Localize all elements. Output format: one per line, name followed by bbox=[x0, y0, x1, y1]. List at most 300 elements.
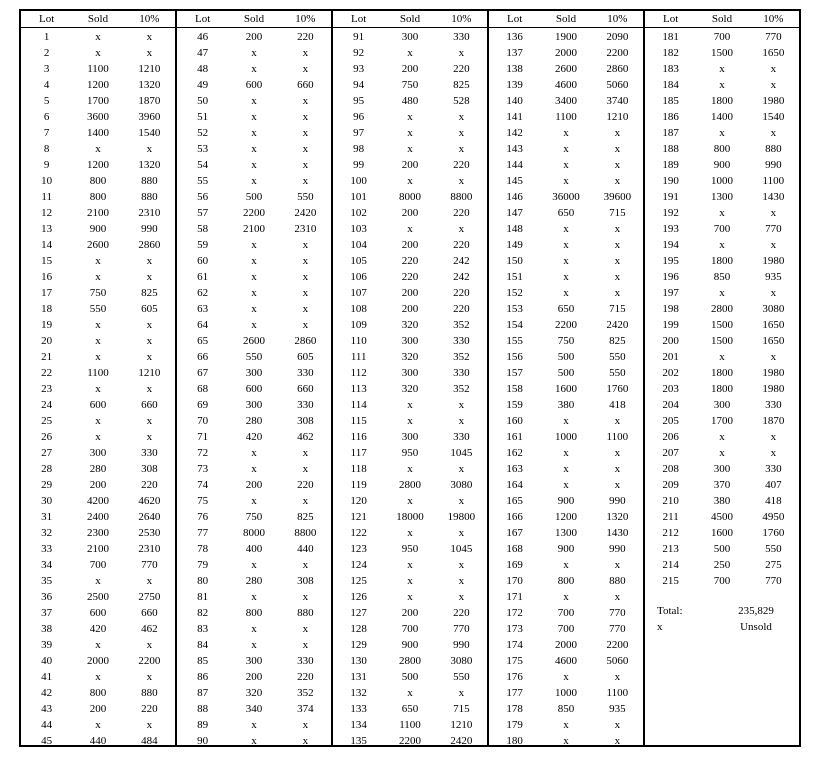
table-row bbox=[21, 237, 175, 253]
sold-value: x bbox=[407, 575, 413, 587]
lot-number: 126 bbox=[350, 591, 367, 603]
lot-number: 181 bbox=[662, 31, 679, 43]
ten-percent-value: x bbox=[146, 415, 153, 427]
sold-value: x bbox=[563, 447, 569, 459]
table-row bbox=[489, 317, 643, 333]
table-row bbox=[177, 253, 331, 269]
ten-percent-value: 1540 bbox=[762, 111, 785, 123]
ten-percent-value: 550 bbox=[609, 367, 626, 379]
ten-percent-header: 10% bbox=[607, 13, 628, 25]
lot-number: 5 bbox=[43, 95, 50, 107]
ten-percent-value: x bbox=[302, 735, 309, 747]
ten-percent-value: x bbox=[458, 415, 465, 427]
lot-number: 206 bbox=[662, 431, 679, 443]
ten-percent-value: 418 bbox=[609, 399, 626, 411]
lot-number: 60 bbox=[197, 255, 209, 267]
sold-value: 2200 bbox=[554, 319, 577, 331]
ten-percent-value: x bbox=[302, 111, 309, 123]
sold-value: x bbox=[563, 175, 569, 187]
table-row bbox=[489, 253, 643, 269]
ten-percent-value: x bbox=[614, 287, 621, 299]
lot-number: 6 bbox=[43, 111, 50, 123]
lot-number: 122 bbox=[350, 527, 367, 539]
sold-value: 300 bbox=[401, 31, 419, 43]
table-row bbox=[489, 557, 643, 573]
sold-value: x bbox=[251, 47, 257, 59]
lot-number: 76 bbox=[197, 511, 209, 523]
lot-number: 100 bbox=[350, 175, 367, 187]
sold-value: x bbox=[251, 175, 257, 187]
sold-value: 800 bbox=[89, 191, 107, 203]
sold-value: 1000 bbox=[554, 687, 577, 699]
table-row bbox=[333, 589, 487, 605]
table-row bbox=[645, 525, 799, 541]
table-row bbox=[645, 429, 799, 445]
lot-number: 127 bbox=[350, 607, 367, 619]
ten-percent-value: x bbox=[458, 399, 465, 411]
lot-number: 172 bbox=[506, 607, 523, 619]
sold-value: x bbox=[719, 79, 725, 91]
table-row bbox=[21, 493, 175, 509]
sold-value: x bbox=[407, 399, 413, 411]
ten-percent-value: 462 bbox=[297, 431, 314, 443]
table-row bbox=[333, 445, 487, 461]
sold-value: 2600 bbox=[554, 63, 577, 75]
table-row bbox=[21, 605, 175, 621]
ten-percent-value: 660 bbox=[141, 607, 158, 619]
ten-percent-value: 1760 bbox=[762, 527, 785, 539]
ten-percent-value: x bbox=[614, 223, 621, 235]
table-row bbox=[333, 189, 487, 205]
ten-percent-value: 990 bbox=[141, 223, 158, 235]
lot-number: 128 bbox=[350, 623, 367, 635]
ten-percent-value: x bbox=[146, 719, 153, 731]
sold-value: x bbox=[719, 431, 725, 443]
lot-number: 171 bbox=[506, 591, 523, 603]
sold-value: 4600 bbox=[554, 79, 577, 91]
lot-number: 25 bbox=[41, 415, 53, 427]
table-row bbox=[333, 509, 487, 525]
lot-number: 43 bbox=[41, 703, 53, 715]
sold-value: 1900 bbox=[554, 31, 577, 43]
table-row bbox=[21, 557, 175, 573]
sold-value: 1600 bbox=[710, 527, 733, 539]
lot-number: 210 bbox=[662, 495, 679, 507]
sold-value: 250 bbox=[713, 559, 731, 571]
sold-value: 1700 bbox=[86, 95, 109, 107]
table-row bbox=[333, 61, 487, 77]
ten-percent-value: 550 bbox=[609, 351, 626, 363]
sold-value: 320 bbox=[401, 319, 419, 331]
lot-number: 97 bbox=[353, 127, 365, 139]
table-row bbox=[489, 413, 643, 429]
table-row bbox=[645, 477, 799, 493]
ten-percent-value: x bbox=[770, 63, 777, 75]
sold-value: 300 bbox=[401, 431, 419, 443]
sold-value: 500 bbox=[713, 543, 731, 555]
ten-percent-value: x bbox=[146, 639, 153, 651]
sold-value: x bbox=[563, 159, 569, 171]
lot-number: 98 bbox=[353, 143, 365, 155]
table-row bbox=[645, 461, 799, 477]
lot-number: 24 bbox=[41, 399, 53, 411]
ten-percent-value: x bbox=[614, 159, 621, 171]
ten-percent-value: 352 bbox=[297, 687, 314, 699]
table-row bbox=[177, 477, 331, 493]
sold-value: x bbox=[719, 207, 725, 219]
ten-percent-value: x bbox=[614, 415, 621, 427]
sold-value: 2300 bbox=[86, 527, 109, 539]
table-row bbox=[489, 109, 643, 125]
table-row bbox=[177, 93, 331, 109]
table-row bbox=[489, 541, 643, 557]
sold-header: Sold bbox=[399, 13, 421, 25]
lot-number: 152 bbox=[506, 287, 523, 299]
lot-number: 13 bbox=[41, 223, 53, 235]
sold-value: x bbox=[563, 223, 569, 235]
lot-number: 189 bbox=[662, 159, 679, 171]
sold-value: x bbox=[251, 255, 257, 267]
sold-value: x bbox=[251, 735, 257, 747]
table-row bbox=[177, 717, 331, 733]
sold-value: x bbox=[251, 95, 257, 107]
lot-number: 165 bbox=[506, 495, 523, 507]
ten-percent-value: x bbox=[614, 143, 621, 155]
table-row bbox=[333, 269, 487, 285]
lot-number: 41 bbox=[41, 671, 53, 683]
table-row bbox=[645, 269, 799, 285]
lot-number: 118 bbox=[350, 463, 367, 475]
ten-percent-value: 330 bbox=[297, 399, 314, 411]
table-row bbox=[645, 381, 799, 397]
ten-percent-value: 715 bbox=[609, 303, 626, 315]
ten-percent-value: 935 bbox=[609, 703, 626, 715]
lot-number: 37 bbox=[41, 607, 53, 619]
ten-percent-value: 715 bbox=[609, 207, 626, 219]
lot-number: 63 bbox=[197, 303, 209, 315]
table-row bbox=[645, 125, 799, 141]
table-row bbox=[21, 397, 175, 413]
table-row bbox=[645, 317, 799, 333]
table-row bbox=[489, 381, 643, 397]
lot-number: 52 bbox=[197, 127, 209, 139]
sold-value: 200 bbox=[245, 671, 263, 683]
sold-value: 1400 bbox=[86, 127, 109, 139]
table-row bbox=[21, 717, 175, 733]
ten-percent-value: 1870 bbox=[762, 415, 785, 427]
sold-value: 220 bbox=[401, 255, 419, 267]
table-row bbox=[177, 397, 331, 413]
ten-percent-value: x bbox=[302, 287, 309, 299]
table-row bbox=[21, 141, 175, 157]
ten-percent-value: x bbox=[146, 31, 153, 43]
table-rows bbox=[177, 29, 331, 749]
table-row bbox=[177, 317, 331, 333]
lot-number: 30 bbox=[41, 495, 53, 507]
sold-value: 200 bbox=[401, 159, 419, 171]
ten-percent-value: 8800 bbox=[294, 527, 317, 539]
table-row bbox=[489, 605, 643, 621]
table-row bbox=[489, 45, 643, 61]
sold-value: 700 bbox=[89, 559, 107, 571]
lot-number: 151 bbox=[506, 271, 523, 283]
table-row bbox=[21, 125, 175, 141]
lot-number: 163 bbox=[506, 463, 523, 475]
lot-number: 197 bbox=[662, 287, 679, 299]
ten-percent-value: 484 bbox=[141, 735, 158, 747]
ten-percent-value: x bbox=[302, 639, 309, 651]
lot-number: 88 bbox=[197, 703, 209, 715]
lot-number: 56 bbox=[197, 191, 209, 203]
lot-number: 34 bbox=[41, 559, 53, 571]
table-row bbox=[333, 237, 487, 253]
table-row bbox=[333, 413, 487, 429]
lot-number: 92 bbox=[353, 47, 365, 59]
ten-percent-value: x bbox=[458, 143, 465, 155]
table-row bbox=[333, 605, 487, 621]
lot-number: 87 bbox=[197, 687, 209, 699]
ten-percent-value: 2420 bbox=[450, 735, 473, 747]
ten-percent-value: 2200 bbox=[606, 47, 629, 59]
sold-value: 280 bbox=[245, 415, 263, 427]
ten-percent-value: 2200 bbox=[606, 639, 629, 651]
table-row bbox=[333, 461, 487, 477]
ten-percent-value: 1430 bbox=[762, 191, 785, 203]
lot-number: 214 bbox=[662, 559, 679, 571]
sold-value: x bbox=[563, 127, 569, 139]
ten-percent-value: 1980 bbox=[762, 255, 785, 267]
lot-number: 198 bbox=[662, 303, 679, 315]
ten-percent-value: 220 bbox=[453, 303, 470, 315]
ten-percent-value: x bbox=[458, 527, 465, 539]
sold-value: 300 bbox=[401, 335, 419, 347]
sold-value: 800 bbox=[557, 575, 575, 587]
sold-value: x bbox=[251, 239, 257, 251]
lot-number: 187 bbox=[662, 127, 679, 139]
lot-number: 125 bbox=[350, 575, 367, 587]
sold-value: 1100 bbox=[399, 719, 421, 731]
table-row bbox=[333, 397, 487, 413]
ten-percent-value: x bbox=[770, 127, 777, 139]
ten-percent-value: 770 bbox=[765, 223, 782, 235]
table-row bbox=[177, 541, 331, 557]
lot-number: 84 bbox=[197, 639, 209, 651]
lot-number: 3 bbox=[43, 63, 50, 75]
sold-header: Sold bbox=[243, 13, 265, 25]
ten-percent-value: 19800 bbox=[447, 511, 476, 523]
table-row bbox=[333, 733, 487, 749]
ten-percent-value: x bbox=[302, 127, 309, 139]
table-row bbox=[489, 669, 643, 685]
sold-value: 220 bbox=[401, 271, 419, 283]
sold-value: 700 bbox=[401, 623, 419, 635]
table-block-4 bbox=[487, 11, 643, 745]
table-row bbox=[333, 525, 487, 541]
ten-percent-value: 275 bbox=[765, 559, 782, 571]
ten-percent-value: 2860 bbox=[294, 335, 317, 347]
lot-number: 134 bbox=[350, 719, 367, 731]
table-row bbox=[333, 653, 487, 669]
table-row bbox=[489, 477, 643, 493]
table-row bbox=[177, 141, 331, 157]
ten-percent-value: x bbox=[302, 495, 309, 507]
lot-number: 50 bbox=[197, 95, 209, 107]
sold-value: 4200 bbox=[86, 495, 109, 507]
sold-value: 600 bbox=[245, 79, 263, 91]
sold-value: 2600 bbox=[242, 335, 265, 347]
lot-number: 104 bbox=[350, 239, 367, 251]
sold-value: 1200 bbox=[86, 159, 109, 171]
ten-percent-value: x bbox=[770, 79, 777, 91]
lot-header: Lot bbox=[663, 13, 679, 25]
table-row bbox=[645, 77, 799, 93]
table-row bbox=[489, 29, 643, 45]
lot-number: 8 bbox=[43, 143, 50, 155]
sold-value: 800 bbox=[713, 143, 731, 155]
sold-value: 700 bbox=[713, 575, 731, 587]
ten-percent-value: 770 bbox=[765, 575, 782, 587]
lot-number: 148 bbox=[506, 223, 523, 235]
table-row bbox=[21, 525, 175, 541]
column-header-row bbox=[177, 11, 331, 28]
sold-value: x bbox=[563, 255, 569, 267]
table-row bbox=[489, 717, 643, 733]
ten-percent-value: 2420 bbox=[606, 319, 629, 331]
table-row bbox=[333, 93, 487, 109]
sold-value: x bbox=[251, 591, 257, 603]
sold-value: 900 bbox=[89, 223, 107, 235]
table-row bbox=[177, 173, 331, 189]
sold-value: x bbox=[407, 495, 413, 507]
ten-percent-value: 825 bbox=[297, 511, 314, 523]
ten-percent-value: 2310 bbox=[138, 543, 161, 555]
ten-percent-value: x bbox=[302, 303, 309, 315]
sold-value: 2400 bbox=[86, 511, 109, 523]
table-row bbox=[645, 61, 799, 77]
ten-percent-value: 330 bbox=[453, 431, 470, 443]
ten-percent-value: 220 bbox=[453, 607, 470, 619]
table-row bbox=[333, 541, 487, 557]
table-row bbox=[177, 621, 331, 637]
lot-number: 71 bbox=[197, 431, 209, 443]
table-row bbox=[177, 301, 331, 317]
table-row bbox=[333, 253, 487, 269]
sold-value: x bbox=[563, 463, 569, 475]
lot-number: 123 bbox=[350, 543, 367, 555]
lot-number: 147 bbox=[506, 207, 523, 219]
lot-number: 86 bbox=[197, 671, 209, 683]
lot-number: 102 bbox=[350, 207, 367, 219]
ten-percent-value: 4620 bbox=[138, 495, 161, 507]
sold-value: x bbox=[407, 591, 413, 603]
ten-percent-value: 308 bbox=[297, 575, 314, 587]
ten-percent-value: 3080 bbox=[762, 303, 785, 315]
table-row bbox=[489, 349, 643, 365]
sold-value: x bbox=[251, 495, 257, 507]
ten-percent-header: 10% bbox=[763, 13, 784, 25]
lot-number: 135 bbox=[350, 735, 367, 747]
ten-percent-value: 242 bbox=[453, 271, 470, 283]
table-row bbox=[489, 525, 643, 541]
lot-number: 191 bbox=[662, 191, 679, 203]
lot-number: 12 bbox=[41, 207, 53, 219]
table-row bbox=[177, 493, 331, 509]
sold-value: 2800 bbox=[398, 655, 421, 667]
table-row bbox=[333, 221, 487, 237]
sold-value: 320 bbox=[401, 383, 419, 395]
sold-value: x bbox=[95, 31, 101, 43]
sold-value: 280 bbox=[245, 575, 263, 587]
sold-value: 650 bbox=[557, 207, 575, 219]
column-header-row bbox=[333, 11, 487, 28]
sold-value: 700 bbox=[713, 223, 731, 235]
ten-percent-value: 330 bbox=[297, 367, 314, 379]
lot-number: 207 bbox=[662, 447, 679, 459]
ten-percent-value: 1870 bbox=[138, 95, 161, 107]
sold-value: x bbox=[407, 687, 413, 699]
ten-percent-value: 825 bbox=[453, 79, 470, 91]
lot-number: 7 bbox=[43, 127, 50, 139]
sold-value: 300 bbox=[245, 367, 263, 379]
table-row bbox=[177, 269, 331, 285]
lot-number: 101 bbox=[350, 191, 367, 203]
lot-number: 130 bbox=[350, 655, 367, 667]
lot-number: 133 bbox=[350, 703, 367, 715]
ten-percent-value: 330 bbox=[297, 655, 314, 667]
sold-value: x bbox=[563, 143, 569, 155]
ten-percent-value: 770 bbox=[453, 623, 470, 635]
lot-number: 211 bbox=[662, 511, 679, 523]
lot-number: 22 bbox=[41, 367, 53, 379]
sold-value: 380 bbox=[557, 399, 575, 411]
table-row bbox=[177, 109, 331, 125]
table-row bbox=[645, 93, 799, 109]
ten-percent-value: 1980 bbox=[762, 367, 785, 379]
lot-number: 162 bbox=[506, 447, 523, 459]
ten-percent-value: x bbox=[146, 271, 153, 283]
sold-value: x bbox=[407, 111, 413, 123]
ten-percent-value: 1980 bbox=[762, 95, 785, 107]
ten-percent-value: 220 bbox=[141, 479, 158, 491]
table-row bbox=[177, 349, 331, 365]
lot-number: 35 bbox=[41, 575, 53, 587]
ten-percent-value: 407 bbox=[765, 479, 782, 491]
ten-percent-value: 3740 bbox=[606, 95, 629, 107]
sold-value: 1100 bbox=[87, 367, 109, 379]
ten-percent-value: 220 bbox=[297, 31, 314, 43]
table-row bbox=[177, 189, 331, 205]
lot-number: 121 bbox=[350, 511, 367, 523]
sold-value: x bbox=[407, 463, 413, 475]
ten-percent-value: x bbox=[302, 95, 309, 107]
ten-percent-value: x bbox=[302, 271, 309, 283]
lot-number: 79 bbox=[197, 559, 209, 571]
table-row bbox=[21, 205, 175, 221]
column-header-row bbox=[645, 11, 799, 28]
table-row bbox=[645, 189, 799, 205]
sold-value: x bbox=[95, 319, 101, 331]
ten-percent-value: x bbox=[146, 319, 153, 331]
lot-number: 29 bbox=[41, 479, 53, 491]
lot-number: 107 bbox=[350, 287, 367, 299]
table-row bbox=[489, 573, 643, 589]
lot-number: 44 bbox=[41, 719, 53, 731]
lot-number: 26 bbox=[41, 431, 53, 443]
sold-value: x bbox=[95, 575, 101, 587]
ten-percent-value: x bbox=[302, 47, 309, 59]
lot-number: 81 bbox=[197, 591, 209, 603]
sold-value: 2200 bbox=[242, 207, 265, 219]
